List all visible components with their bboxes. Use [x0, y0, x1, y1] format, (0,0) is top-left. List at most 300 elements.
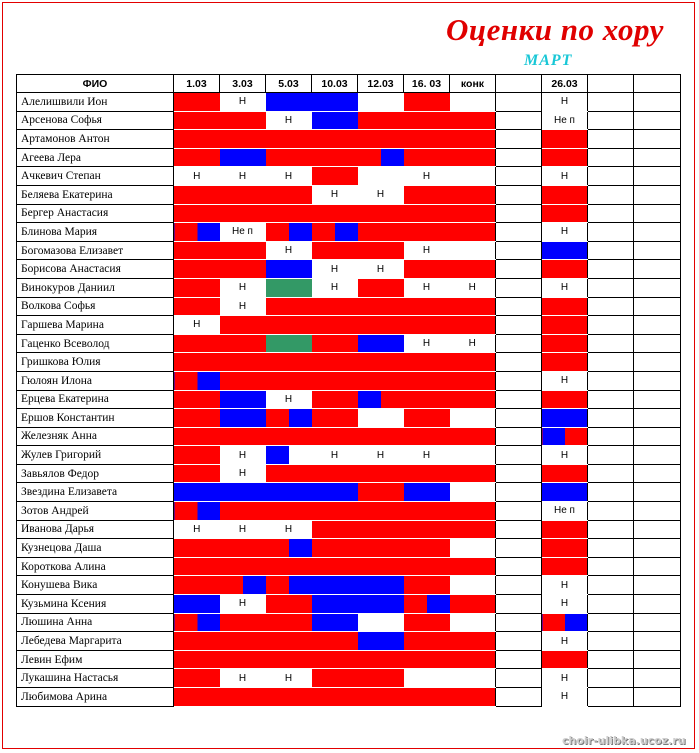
grade-cell — [312, 613, 358, 632]
grade-cell: Н — [174, 167, 220, 186]
grade-cell — [404, 130, 450, 149]
grade-cell — [542, 148, 588, 167]
grades-table — [16, 74, 681, 707]
grade-cell — [220, 260, 266, 279]
grade-cell — [450, 557, 496, 576]
grade-cell — [358, 557, 404, 576]
empty-cell — [634, 185, 681, 204]
grade-cell — [404, 669, 450, 688]
grade-cell: Н — [266, 520, 312, 539]
grade-cell — [312, 427, 358, 446]
grade-cell — [312, 297, 358, 316]
table-row — [17, 557, 681, 576]
grade-cell: Н — [542, 93, 588, 112]
name-column-header: ФИО — [17, 75, 174, 93]
grade-cell: Не п — [220, 223, 266, 242]
empty-cell — [496, 464, 542, 483]
table-body — [17, 93, 681, 707]
grade-cell — [220, 427, 266, 446]
grade-cell — [450, 464, 496, 483]
grade-cell — [450, 204, 496, 223]
student-name: Звездина Елизавета — [17, 483, 174, 502]
grade-cell: Не п — [542, 111, 588, 130]
grade-cell — [220, 390, 266, 409]
grade-cell — [450, 93, 496, 112]
grade-cell — [404, 613, 450, 632]
table-row — [17, 613, 681, 632]
grade-cell — [358, 595, 404, 614]
grade-cell: Н — [358, 260, 404, 279]
empty-cell — [496, 613, 542, 632]
empty-cell — [634, 669, 681, 688]
table-row — [17, 148, 681, 167]
grade-cell — [312, 539, 358, 558]
student-name: Лебедева Маргарита — [17, 632, 174, 651]
grade-cell — [404, 204, 450, 223]
empty-cell — [496, 632, 542, 651]
empty-cell — [588, 502, 634, 521]
grade-cell — [266, 688, 312, 707]
table-row — [17, 241, 681, 260]
grade-cell — [542, 185, 588, 204]
grade-cell — [174, 111, 220, 130]
grade-cell — [312, 167, 358, 186]
empty-cell — [634, 595, 681, 614]
grade-cell — [174, 185, 220, 204]
grade-cell — [358, 613, 404, 632]
date-column-header: 5.03 — [266, 75, 312, 93]
grade-cell — [404, 409, 450, 428]
grade-cell — [266, 483, 312, 502]
grade-cell — [266, 409, 312, 428]
grade-cell — [404, 297, 450, 316]
grade-cell — [266, 650, 312, 669]
grade-cell: Н — [404, 278, 450, 297]
grade-cell — [542, 353, 588, 372]
grade-cell — [266, 557, 312, 576]
table-row — [17, 409, 681, 428]
grade-cell — [266, 204, 312, 223]
grade-cell — [174, 632, 220, 651]
grade-cell — [266, 595, 312, 614]
grade-cell — [312, 520, 358, 539]
grade-cell — [220, 613, 266, 632]
grade-cell: Н — [174, 520, 220, 539]
empty-cell — [496, 278, 542, 297]
grade-cell — [174, 260, 220, 279]
empty-cell — [634, 576, 681, 595]
empty-cell — [496, 297, 542, 316]
date-column-header: 26.03 — [542, 75, 588, 93]
empty-cell — [496, 409, 542, 428]
grade-cell: Н — [542, 223, 588, 242]
grade-cell — [358, 650, 404, 669]
grade-cell — [266, 539, 312, 558]
grade-cell — [312, 316, 358, 335]
grade-cell — [542, 316, 588, 335]
grade-cell — [312, 148, 358, 167]
grade-cell — [358, 334, 404, 353]
grade-cell — [450, 185, 496, 204]
grade-cell — [312, 502, 358, 521]
empty-cell — [588, 409, 634, 428]
grade-cell — [358, 297, 404, 316]
empty-cell — [496, 260, 542, 279]
grade-cell — [266, 278, 312, 297]
grade-cell: Н — [312, 185, 358, 204]
empty-cell — [496, 502, 542, 521]
grade-cell — [358, 632, 404, 651]
empty-cell — [496, 650, 542, 669]
empty-cell — [634, 539, 681, 558]
student-name: Завьялов Федор — [17, 464, 174, 483]
grade-cell — [174, 371, 220, 390]
grade-cell — [174, 650, 220, 669]
table-row — [17, 539, 681, 558]
empty-cell — [588, 353, 634, 372]
grade-cell — [220, 650, 266, 669]
student-name: Ершов Константин — [17, 409, 174, 428]
grade-cell — [174, 539, 220, 558]
grade-cell — [312, 204, 358, 223]
grade-cell — [220, 353, 266, 372]
grade-cell: Н — [404, 241, 450, 260]
grade-cell: Н — [542, 446, 588, 465]
table-row — [17, 167, 681, 186]
table-row — [17, 297, 681, 316]
grade-cell — [450, 148, 496, 167]
grade-cell — [450, 427, 496, 446]
grade-cell — [266, 576, 312, 595]
grade-cell — [450, 297, 496, 316]
empty-cell — [496, 111, 542, 130]
student-name: Гришкова Юлия — [17, 353, 174, 372]
grade-cell — [450, 446, 496, 465]
grade-cell: Н — [358, 446, 404, 465]
table-row — [17, 632, 681, 651]
table-row — [17, 185, 681, 204]
empty-cell — [496, 130, 542, 149]
grade-cell — [542, 409, 588, 428]
grade-cell — [450, 223, 496, 242]
grade-cell — [174, 278, 220, 297]
student-name: Гаценко Всеволод — [17, 334, 174, 353]
grade-cell — [174, 595, 220, 614]
grade-cell — [358, 148, 404, 167]
grade-cell — [358, 167, 404, 186]
grade-cell — [220, 409, 266, 428]
grade-cell — [266, 613, 312, 632]
grade-cell: Н — [542, 688, 588, 707]
empty-cell — [496, 185, 542, 204]
table-row — [17, 316, 681, 335]
empty-cell — [496, 223, 542, 242]
student-name: Короткова Алина — [17, 557, 174, 576]
grade-cell: Н — [220, 595, 266, 614]
grade-cell — [220, 502, 266, 521]
empty-cell — [496, 576, 542, 595]
grade-cell — [404, 483, 450, 502]
grade-cell — [450, 539, 496, 558]
empty-cell — [588, 539, 634, 558]
empty-cell — [496, 520, 542, 539]
grade-cell: Н — [312, 278, 358, 297]
empty-cell — [588, 278, 634, 297]
grade-cell — [542, 650, 588, 669]
grade-cell: Н — [220, 93, 266, 112]
grade-cell — [266, 185, 312, 204]
grade-cell — [220, 576, 266, 595]
empty-cell — [588, 650, 634, 669]
date-column-header: 16. 03 — [404, 75, 450, 93]
grade-cell — [312, 111, 358, 130]
grade-cell — [358, 371, 404, 390]
empty-cell — [588, 688, 634, 707]
grade-cell — [450, 613, 496, 632]
empty-cell — [588, 371, 634, 390]
grade-cell — [312, 464, 358, 483]
empty-cell — [496, 539, 542, 558]
grade-cell — [404, 390, 450, 409]
grade-cell: Н — [174, 316, 220, 335]
grade-cell — [404, 464, 450, 483]
table-row — [17, 334, 681, 353]
grade-cell — [174, 390, 220, 409]
grade-cell: Н — [542, 576, 588, 595]
grade-cell — [312, 650, 358, 669]
empty-cell — [588, 446, 634, 465]
grade-cell: Н — [220, 446, 266, 465]
grade-cell — [358, 223, 404, 242]
grade-cell — [220, 241, 266, 260]
grade-cell: Н — [220, 297, 266, 316]
grade-cell: Н — [266, 111, 312, 130]
grade-cell — [358, 576, 404, 595]
grade-cell — [266, 464, 312, 483]
empty-cell — [634, 204, 681, 223]
grade-cell — [174, 483, 220, 502]
grade-cell — [358, 427, 404, 446]
table-row — [17, 93, 681, 112]
student-name: Волкова Софья — [17, 297, 174, 316]
empty-cell — [496, 93, 542, 112]
empty-cell — [634, 297, 681, 316]
empty-cell — [588, 185, 634, 204]
empty-cell — [634, 278, 681, 297]
empty-cell — [496, 148, 542, 167]
grade-cell — [404, 576, 450, 595]
grade-cell — [450, 371, 496, 390]
grade-cell — [220, 148, 266, 167]
table-row — [17, 464, 681, 483]
grade-cell — [358, 93, 404, 112]
grade-cell: Н — [404, 167, 450, 186]
empty-cell — [588, 632, 634, 651]
grade-cell — [312, 595, 358, 614]
empty-cell — [496, 167, 542, 186]
grade-cell — [542, 483, 588, 502]
grade-cell — [312, 557, 358, 576]
student-name: Арсенова Софья — [17, 111, 174, 130]
grade-cell: Н — [542, 595, 588, 614]
empty-cell — [634, 464, 681, 483]
grade-cell — [312, 353, 358, 372]
grade-cell — [266, 130, 312, 149]
empty-cell — [588, 520, 634, 539]
student-name: Ачкевич Степан — [17, 167, 174, 186]
empty-cell — [634, 223, 681, 242]
grade-cell — [312, 409, 358, 428]
grade-cell — [312, 576, 358, 595]
grade-cell — [174, 93, 220, 112]
date-column-header: 10.03 — [312, 75, 358, 93]
empty-cell — [588, 316, 634, 335]
grade-cell — [404, 316, 450, 335]
grade-cell — [542, 204, 588, 223]
date-column-header — [634, 75, 681, 93]
table-row — [17, 204, 681, 223]
table-row — [17, 260, 681, 279]
grade-cell — [358, 688, 404, 707]
grade-cell: Н — [312, 446, 358, 465]
grade-cell — [404, 427, 450, 446]
grade-cell: Н — [404, 446, 450, 465]
grade-cell — [174, 353, 220, 372]
date-column-header — [496, 75, 542, 93]
grade-cell — [450, 502, 496, 521]
grade-cell — [450, 520, 496, 539]
grade-cell — [174, 464, 220, 483]
grade-cell — [404, 632, 450, 651]
grade-cell — [450, 260, 496, 279]
empty-cell — [588, 297, 634, 316]
student-name: Левин Ефим — [17, 650, 174, 669]
student-name: Конушева Вика — [17, 576, 174, 595]
grade-cell — [266, 297, 312, 316]
student-name: Богомазова Елизавет — [17, 241, 174, 260]
month-label: МАРТ — [524, 52, 573, 69]
grade-cell — [266, 632, 312, 651]
empty-cell — [634, 390, 681, 409]
empty-cell — [496, 688, 542, 707]
student-name: Блинова Мария — [17, 223, 174, 242]
grade-cell: Н — [450, 334, 496, 353]
student-name: Бергер Анастасия — [17, 204, 174, 223]
grade-cell — [220, 483, 266, 502]
table-row — [17, 427, 681, 446]
grade-cell — [450, 650, 496, 669]
empty-cell — [588, 427, 634, 446]
grade-cell — [174, 576, 220, 595]
grade-cell — [404, 502, 450, 521]
empty-cell — [634, 688, 681, 707]
grade-cell — [404, 371, 450, 390]
grade-cell — [174, 688, 220, 707]
grade-cell — [542, 130, 588, 149]
empty-cell — [588, 241, 634, 260]
table-row — [17, 371, 681, 390]
grade-cell — [404, 595, 450, 614]
grade-cell — [358, 669, 404, 688]
grade-cell — [450, 241, 496, 260]
table-row — [17, 669, 681, 688]
student-name: Гаршева Марина — [17, 316, 174, 335]
grade-cell: Н — [542, 371, 588, 390]
grade-cell — [450, 353, 496, 372]
grade-cell — [542, 613, 588, 632]
empty-cell — [496, 316, 542, 335]
grade-cell — [220, 316, 266, 335]
grade-cell — [542, 297, 588, 316]
empty-cell — [496, 427, 542, 446]
grade-cell — [266, 316, 312, 335]
grade-cell — [220, 557, 266, 576]
grade-cell — [174, 148, 220, 167]
grade-cell — [404, 557, 450, 576]
student-name: Ерцева Екатерина — [17, 390, 174, 409]
table-row — [17, 520, 681, 539]
table-row — [17, 223, 681, 242]
grade-cell: Н — [266, 241, 312, 260]
page-title: Оценки по хору — [446, 12, 664, 47]
grade-cell — [450, 111, 496, 130]
date-column-header: 12.03 — [358, 75, 404, 93]
grade-cell — [174, 297, 220, 316]
grade-cell — [220, 185, 266, 204]
grade-cell — [266, 371, 312, 390]
empty-cell — [634, 130, 681, 149]
grade-cell — [358, 409, 404, 428]
grade-cell — [404, 148, 450, 167]
grade-cell — [358, 353, 404, 372]
empty-cell — [588, 483, 634, 502]
grade-cell — [220, 204, 266, 223]
table-row — [17, 353, 681, 372]
grade-cell — [450, 632, 496, 651]
grade-cell — [404, 650, 450, 669]
grade-cell — [312, 371, 358, 390]
date-column-header — [588, 75, 634, 93]
grade-cell — [266, 502, 312, 521]
empty-cell — [634, 446, 681, 465]
empty-cell — [496, 390, 542, 409]
empty-cell — [588, 111, 634, 130]
grade-cell — [542, 427, 588, 446]
empty-cell — [634, 502, 681, 521]
grade-cell — [404, 520, 450, 539]
empty-cell — [496, 446, 542, 465]
grade-cell — [220, 111, 266, 130]
date-column-header: конк — [450, 75, 496, 93]
grade-cell — [266, 223, 312, 242]
grade-cell — [542, 539, 588, 558]
grade-cell: Н — [312, 260, 358, 279]
grade-cell — [312, 632, 358, 651]
grade-cell: Н — [404, 334, 450, 353]
empty-cell — [496, 353, 542, 372]
grade-cell — [266, 93, 312, 112]
grade-cell — [358, 278, 404, 297]
grade-cell — [312, 93, 358, 112]
grade-cell — [542, 464, 588, 483]
empty-cell — [496, 483, 542, 502]
grade-cell — [358, 502, 404, 521]
grade-cell — [404, 111, 450, 130]
grade-cell — [312, 688, 358, 707]
empty-cell — [496, 204, 542, 223]
grade-cell — [174, 241, 220, 260]
grade-cell — [450, 390, 496, 409]
